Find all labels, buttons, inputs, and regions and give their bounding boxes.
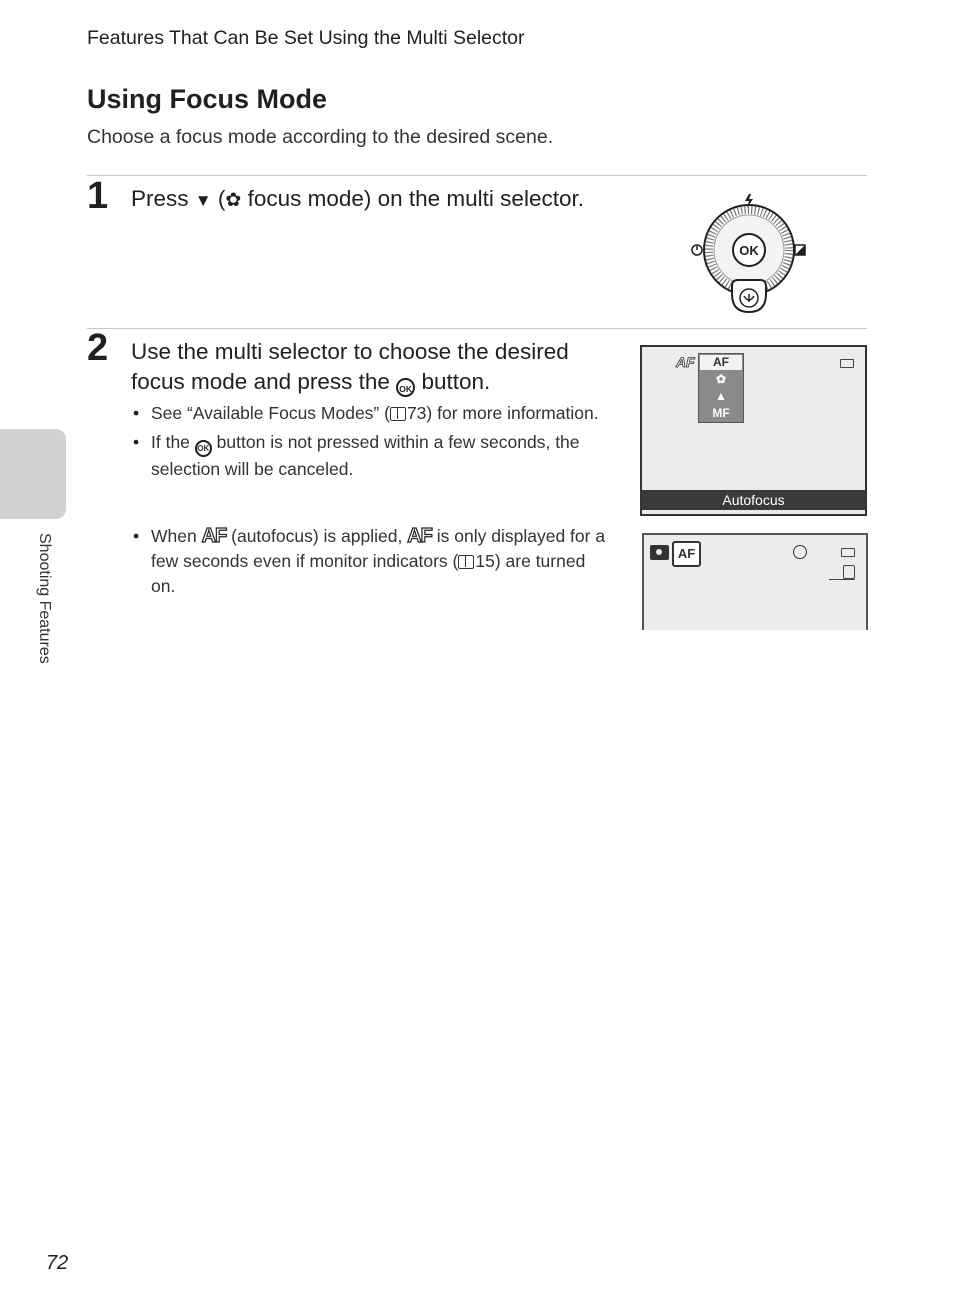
step1-number: 1: [87, 175, 109, 217]
self-timer-icon: [692, 245, 702, 255]
battery-icon: [840, 359, 854, 368]
exposure-comp-icon: [795, 245, 805, 255]
ok-button-icon: OK: [396, 378, 415, 397]
step2-instruction: [131, 337, 621, 397]
multi-selector-diagram: [686, 188, 812, 316]
divider-step2: [87, 328, 867, 329]
page-title: Using Focus Mode: [87, 84, 328, 114]
step1-text-after: focus mode) on the multi selector.: [247, 186, 584, 211]
autofocus-icon: AF: [407, 525, 432, 547]
menu-item-manual-focus[interactable]: MF: [712, 406, 730, 420]
battery-icon: [841, 548, 855, 557]
ok-button-icon: OK: [195, 440, 212, 457]
step2-line2-after: button.: [421, 369, 491, 394]
menu-item-macro[interactable]: ✿: [715, 372, 727, 386]
camera-screen-shooting: [642, 533, 868, 630]
step2-number: 2: [87, 327, 109, 369]
vibration-reduction-icon: [793, 545, 807, 559]
down-arrow-icon: ▼: [194, 191, 212, 210]
autofocus-mode-badge: AF: [672, 541, 701, 567]
chapter-label: Shooting Features: [36, 533, 53, 664]
menu-item-autofocus[interactable]: AF: [700, 355, 742, 370]
note-available-modes: • See “Available Focus Modes” ( 73) for more information.: [131, 401, 611, 426]
autofocus-icon: AF: [201, 525, 227, 547]
camera-mode-icon: [650, 545, 669, 560]
divider-step1: [87, 175, 867, 176]
step2-notes: [131, 401, 611, 486]
step1-text-before: Press: [131, 186, 189, 211]
book-ref-icon: [458, 555, 474, 569]
running-header: Features That Can Be Set Using the Multi Selector: [87, 27, 525, 49]
motion-detection-icon: [829, 565, 855, 580]
step2-line2-before: focus mode and press the: [131, 369, 390, 394]
menu-item-infinity[interactable]: ▲: [715, 389, 727, 403]
camera-screen-focus-menu: [640, 345, 867, 516]
autofocus-note: [131, 524, 611, 603]
chapter-tab: [0, 429, 66, 519]
step2-line1: Use the multi selector to choose the desired: [131, 339, 569, 364]
dial-ok-label: OK: [739, 243, 759, 258]
focus-mode-menu: [698, 353, 744, 423]
intro-text: Choose a focus mode according to the desired scene.: [87, 126, 554, 148]
step1-instruction: [131, 184, 584, 216]
pressed-down-indicator: [732, 280, 766, 312]
page-number: 72: [46, 1252, 69, 1274]
book-ref-icon: [390, 407, 406, 421]
open-paren: (: [217, 186, 226, 211]
macro-flower-icon: ✿: [225, 190, 242, 211]
focus-mode-caption: Autofocus: [642, 490, 865, 510]
current-focus-mode-icon: AF: [676, 354, 695, 370]
step2-line2: [131, 367, 621, 397]
note-cancel: • If the OK button is not pressed within a few seconds, the selection will be canceled.: [131, 430, 611, 482]
note-autofocus-display: • When AF (autofocus) is applied, AF is only displayed for a few seconds even if monitor indicators ( 15) are turned on.: [131, 524, 611, 599]
